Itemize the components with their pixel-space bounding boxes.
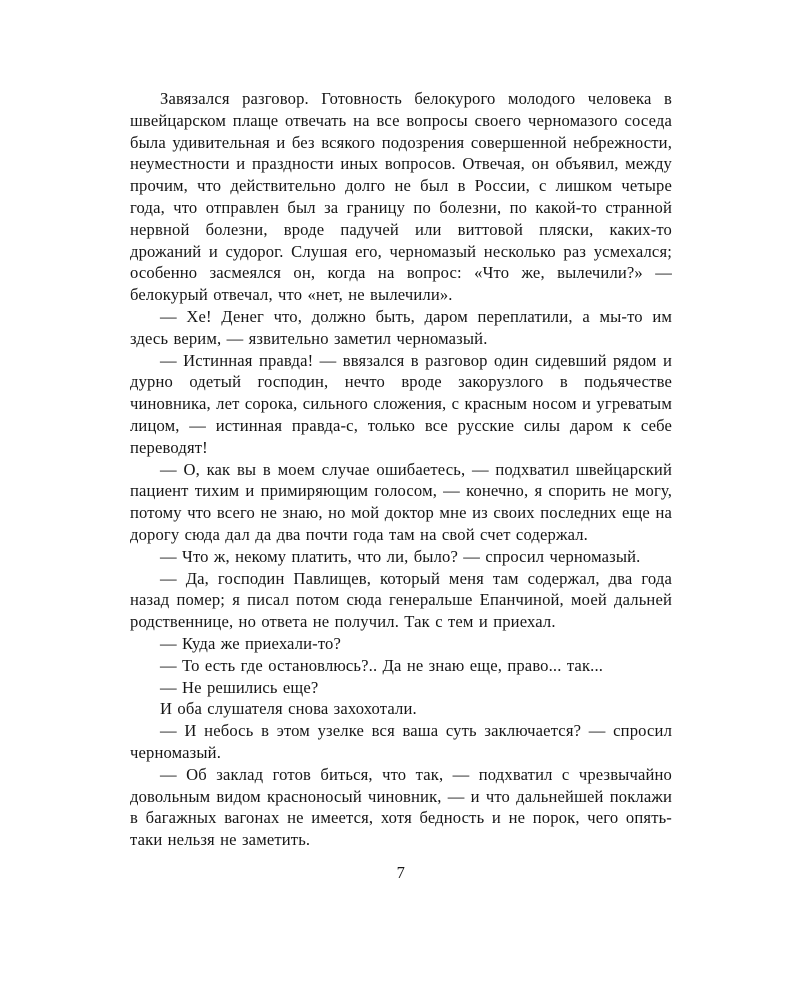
page-number: 7	[396, 862, 406, 882]
paragraph: И оба слушателя снова захохотали.	[160, 699, 417, 719]
paragraph: Завязался разговор. Готовность белокурого молодого человека в швейцарском плаще отвечать на все вопросы своего черномазого соседа была удивительная и без всякого подозрения совершенной небрежности, неуместности и праздности иных вопросов. Отвечая, он объявил, между прочим, что действительно долго не был в России, с лишком четыре года, что отправлен был за границу по болезни, по какой-то странной нервной болезни, вроде падучей или виттовой пляски, каких-то дрожаний и судорог. Слушая его, черномазый несколько раз усмехался; особенно засмеялся он, когда на вопрос: «Что же, вылечили?» — белокурый отвечал, что «нет, не вылечили».	[130, 89, 672, 305]
paragraph: — О, как вы в моем случае ошибаетесь, — подхватил швейцарский пациент тихим и примиряющим голосом, — конечно, я спорить не могу, потому что всего не знаю, но мой доктор мне из своих последних еще на дорогу сюда дал да два почти года там на свой счет содержал.	[130, 459, 672, 544]
paragraph: — И небось в этом узелке вся ваша суть заключается? — спросил черномазый.	[130, 721, 672, 762]
paragraph: — Да, господин Павлищев, который меня там содержал, два года назад помер; я писал потом сюда генеральше Епанчиной, моей дальней родственнице, но ответа не получил. Так с тем и приехал.	[130, 568, 672, 632]
paragraph: — Что ж, некому платить, что ли, было? — спросил черномазый.	[160, 546, 641, 566]
paragraph: — Хе! Денег что, должно быть, даром переплатили, а мы-то им здесь верим, — язвительно заметил черномазый.	[130, 306, 672, 348]
paragraph: — Куда же приехали-то?	[160, 633, 341, 653]
paragraph: — Не решились еще?	[160, 677, 319, 697]
paragraph: — То есть где остановлюсь?.. Да не знаю еще, право... так...	[160, 655, 604, 675]
paragraph: — Истинная правда! — ввязался в разговор один сидевший рядом и дурно одетый господин, нечто вроде закорузлого в подьячестве чиновника, лет сорока, сильного сложения, с красным носом и угреватым лицом, — истинная правда-с, только все русские силы даром к себе переводят!	[130, 350, 672, 457]
text-block	[130, 88, 672, 851]
paragraph: — Об заклад готов биться, что так, — подхватил с чрезвычайно довольным видом красноносый чиновник, — и что дальнейшей поклажи в багажных вагонах не имеется, хотя бедность и не порок, чего опять-таки нельзя не заметить.	[130, 764, 672, 850]
